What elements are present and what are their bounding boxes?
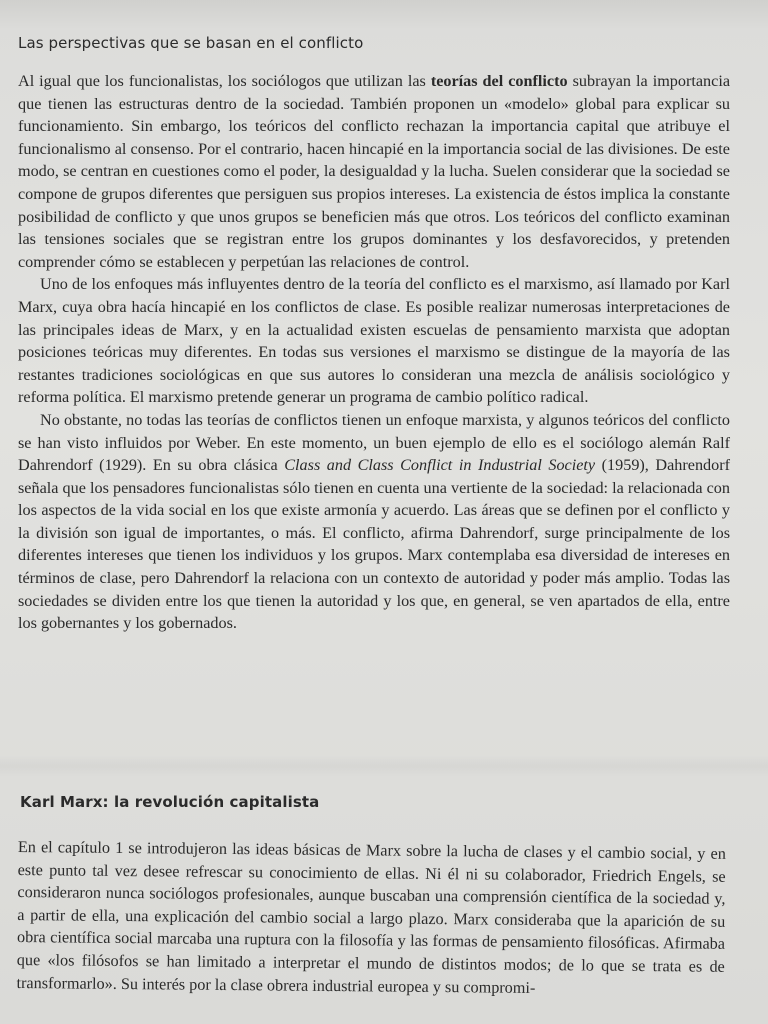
key-term-bold: teorías del conflicto <box>430 72 568 90</box>
paragraph <box>16 836 725 1001</box>
text-run: Uno de los enfoques más influyentes dentro de la teoría del conflicto es el marxismo, así llamado por Karl Marx, cuya obra hacía hincapié en los conflictos de clase. Es posible realizar numerosas interpretaciones de las principales ideas de Marx, y en la actualidad existen escuelas de pensamiento marxista que adoptan posiciones teóricas muy diferentes. En todas sus versiones el marxismo se distingue de la mayoría de las restantes tradiciones sociológicas en que sus autores lo consideran una mezcla de análisis sociológico y reforma política. El marxismo pretende generar un programa de cambio político radical. <box>18 275 730 407</box>
text-run: No obstante, no todas las teorías de conflictos tienen un enfoque marxista, y algunos teóricos del conflicto se han visto influidos por Weber. En este momento, un buen ejemplo de ello es el sociólogo alemán Ralf Dahrendorf (1929). En su obra clásica <box>18 410 730 475</box>
text-run: En el capítulo 1 se introdujeron las ideas básicas de Marx sobre la lucha de clases y el cambio social, y en este punto tal vez desee refrescar su conocimiento de ellas. Ni él ni su colaborador, Friedrich Engels, se consideraron nunca sociólogos profesionales, aunque buscaban una comprensión científica de la sociedad y, a partir de ella, una explicación del cambio social a largo plazo. Marx consideraba que la aparición de su obra científica social marcaba una ruptura con la filosofía y las formas de pensamiento filosóficas. Afirmaba que «los filósofos se han limitado a interpretar el mundo de distintos modos; de lo que se trata es de transformarlo». Su interés por la clase obrera industrial europea y su compromi- <box>16 837 726 997</box>
paragraph <box>18 273 730 409</box>
section-heading-karl-marx: Karl Marx: la revolución capitalista <box>20 793 320 811</box>
section-body-conflict-perspectives <box>18 70 730 635</box>
paragraph <box>18 409 730 635</box>
previous-page-bleed <box>0 0 768 30</box>
book-title-italic: Class and Class Conflict in Industrial Society <box>284 456 596 475</box>
section-heading-conflict-perspectives: Las perspectivas que se basan en el conflicto <box>18 34 364 52</box>
section-body-karl-marx <box>16 836 725 1001</box>
paragraph <box>18 70 730 273</box>
section-divider <box>0 755 768 777</box>
text-run: (1959), Dahrendorf señala que los pensadores funcionalistas sólo tienen en cuenta una vertiente de la sociedad: la relacionada con los aspectos de la vida social en los que existe armonía y acuerdo. Las áreas que se definen por el conflicto y la división son igual de importantes, o más. El conflicto, afirma Dahrendorf, surge principalmente de los diferentes intereses que tienen los individuos y los grupos. Marx contemplaba esa diversidad de intereses en términos de clase, pero Dahrendorf la relaciona con un contexto de autoridad y poder más amplio. Todas las sociedades se dividen entre los que tienen la autoridad y los que, en general, se ven apartados de ella, entre los gobernantes y los gobernados. <box>18 456 731 633</box>
text-run: subrayan la importancia que tienen las estructuras dentro de la sociedad. También proponen un «modelo» global para explicar su funcionamiento. Sin embargo, los teóricos del conflicto rechazan la importancia capital que atribuye el funcionalismo al consenso. Por el contrario, hacen hincapié en la importancia social de las divisiones. De este modo, se centran en cuestiones como el poder, la desigualdad y la lucha. Suelen considerar que la sociedad se compone de grupos diferentes que persiguen sus propios intereses. La existencia de éstos implica la constante posibilidad de conflicto y que unos grupos se beneficien más que otros. Los teóricos del conflicto examinan las tensiones sociales que se registran entre los grupos dominantes y los desfavorecidos, y pretenden comprender cómo se establecen y perpetúan las relaciones de control. <box>18 72 731 271</box>
text-run: Al igual que los funcionalistas, los sociólogos que utilizan las <box>18 72 431 90</box>
